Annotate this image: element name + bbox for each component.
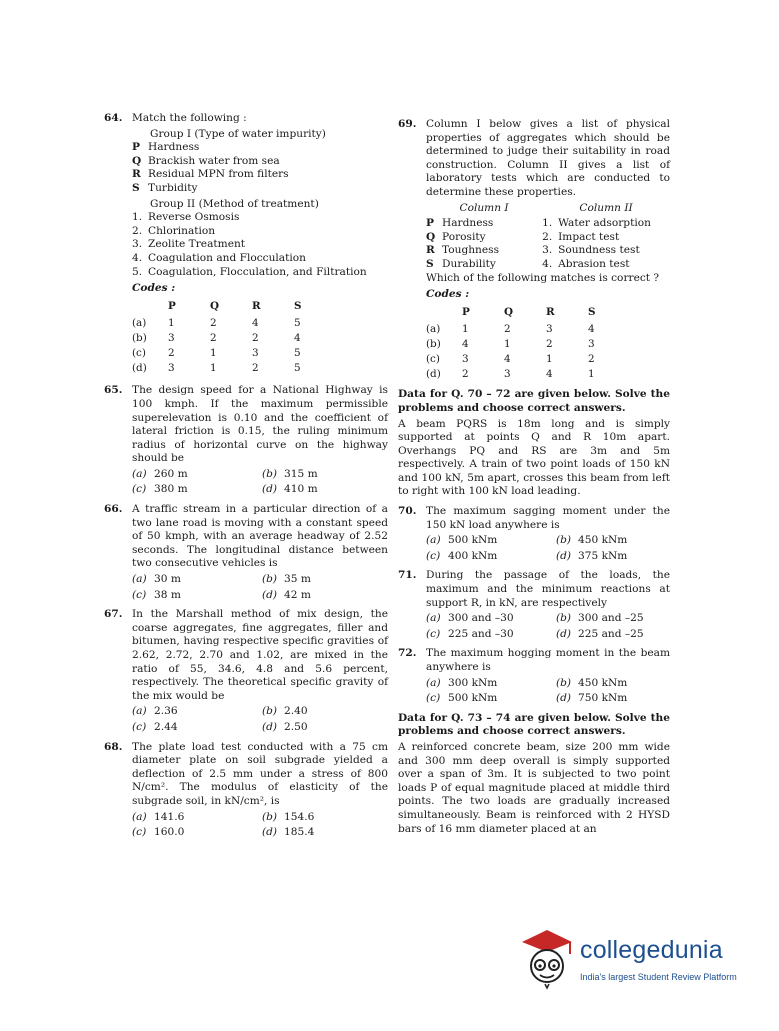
option: (c) 380 m	[132, 483, 188, 496]
option: (c) 225 and –30	[426, 627, 514, 640]
table-row: (a) 1 2 3 4	[426, 323, 595, 336]
list-item: 1. Reverse Osmosis	[132, 211, 240, 224]
option: (d) 42 m	[262, 588, 311, 601]
question-number: 69.	[398, 118, 417, 130]
question-stem: The maximum hogging moment in the beam anywhere is	[426, 647, 670, 673]
option: (c) 500 kNm	[426, 692, 498, 705]
list-item: R Residual MPN from filters	[132, 168, 289, 181]
option: (a) 500 kNm	[426, 534, 498, 547]
option: (b) 450 kNm	[556, 676, 628, 689]
table-row: (d) 2 3 4 1	[426, 368, 595, 381]
question-67	[104, 608, 388, 734]
list-item: 3. Soundness test	[542, 244, 640, 257]
option: (c) 2.44	[132, 720, 178, 733]
list-item: S Durability	[426, 257, 496, 270]
collegedunia-logo	[518, 928, 748, 998]
question-number: 68.	[104, 740, 123, 753]
options	[132, 573, 388, 602]
question-number: 70.	[398, 505, 417, 518]
list-item: 4. Abrasion test	[542, 257, 630, 270]
table-row: (b) 4 1 2 3	[426, 338, 595, 351]
question-71	[398, 569, 670, 641]
data-text: A beam PQRS is 18m long and is simply supported at points Q and R 10m apart. Overhangs PQ and RS are 3m and 5m respectively. A train of two point loads of 150 kN and 100 kN, 5m apart, crosses this beam from left to right with 100 kN load leading.	[398, 417, 670, 498]
option: (b) 2.40	[262, 705, 308, 718]
question-number: 66.	[104, 503, 123, 516]
option: (a) 2.36	[132, 705, 178, 718]
question-69	[398, 118, 670, 382]
option: (a) 30 m	[132, 573, 181, 586]
options	[132, 811, 388, 840]
group-2-title: Group II (Method of treatment)	[150, 197, 319, 210]
codes-table: P Q R S (a) 1 2 4 5 (b) 3 2 2 4 (c) 2 1 3 5 (d) 3 1 2 5	[132, 300, 336, 377]
question-72	[398, 647, 670, 705]
table-row: (a) 1 2 4 5	[132, 317, 301, 330]
group-1-title: Group I (Type of water impurity)	[150, 127, 326, 140]
option: (d) 375 kNm	[556, 549, 628, 562]
question-stem: In the Marshall method of mix design, the coarse aggregates, fine aggregates, filler and bitumen, having respective specific gravities of 2.62, 2.72, 2.70 and 1.02, are mixed in the ratio of 55, 34.6, 4.8 and 5.6 percent, respectively. The theoretical specific gravity of the mix would be	[132, 608, 388, 702]
options	[132, 705, 388, 734]
data-block-70-72	[398, 388, 670, 499]
codes-label: Codes :	[132, 282, 176, 295]
logo-wordmark: collegedunia	[580, 936, 723, 964]
option: (d) 410 m	[262, 483, 318, 496]
question-number: 72.	[398, 647, 417, 660]
column-1-title: Column I	[459, 201, 509, 214]
right-column	[398, 118, 670, 836]
list-item: P Hardness	[426, 217, 494, 230]
question-65	[104, 384, 388, 497]
list-item: 3. Zeolite Treatment	[132, 238, 246, 251]
options	[132, 468, 388, 497]
data-block-73-74	[398, 712, 670, 836]
option: (b) 154.6	[262, 810, 315, 823]
question-stem: Match the following :	[132, 112, 247, 124]
question-number: 67.	[104, 608, 123, 621]
list-item: 4. Coagulation and Flocculation	[132, 251, 306, 264]
option: (d) 185.4	[262, 826, 315, 839]
list-item: P Hardness	[132, 141, 200, 154]
question-64	[104, 112, 388, 376]
option: (a) 141.6	[132, 810, 185, 823]
option: (a) 260 m	[132, 467, 188, 480]
option: (b) 315 m	[262, 467, 318, 480]
codes-label: Codes :	[426, 288, 470, 301]
group-1-list	[132, 141, 388, 195]
student-mascot-icon	[518, 928, 576, 990]
list-item: 1. Water adsorption	[542, 217, 651, 230]
option: (a) 300 kNm	[426, 676, 498, 689]
list-item: 5. Coagulation, Flocculation, and Filtration	[132, 265, 367, 278]
table-row: (d) 3 1 2 5	[132, 362, 301, 375]
question-number: 71.	[398, 569, 417, 582]
option: (c) 160.0	[132, 826, 185, 839]
option: (d) 2.50	[262, 720, 308, 733]
data-heading: Data for Q. 73 – 74 are given below. Solve the problems and choose correct answers.	[398, 711, 670, 738]
group-2	[132, 198, 388, 212]
question-prompt: Which of the following matches is correct ?	[426, 271, 660, 284]
option: (b) 35 m	[262, 573, 311, 586]
group-1	[132, 128, 388, 142]
question-stem: A traffic stream in a particular direction of a two lane road is moving with a constant speed of 50 kmph, with an average headway of 2.52 seconds. The longitudinal distance between two consecutive vehicles is	[132, 503, 388, 570]
option: (c) 400 kNm	[426, 549, 498, 562]
list-item: 2. Chlorination	[132, 224, 216, 237]
question-stem: The plate load test conducted with a 75 cm diameter plate on soil subgrade yielded a deflection of 2.5 mm under a stress of 800 N/cm². The modulus of elasticity of the subgrade soil, in kN/cm², is	[132, 740, 388, 807]
table-row: (b) 3 2 2 4	[132, 332, 301, 345]
option: (b) 300 and –25	[556, 612, 644, 625]
question-70	[398, 505, 670, 563]
data-text: A reinforced concrete beam, size 200 mm wide and 300 mm deep overall is simply supported over a span of 3m. It is subjected to two point loads P of equal magnitude placed at middle third points. The two loads are gradually increased simultaneously. Beam is reinforced with 2 HYSD bars of 16 mm diameter placed at an	[398, 740, 670, 835]
list-item: Q Brackish water from sea	[132, 154, 280, 167]
option: (b) 450 kNm	[556, 534, 628, 547]
question-number: 64.	[104, 112, 123, 124]
options	[426, 612, 670, 641]
question-66	[104, 503, 388, 602]
list-item: S Turbidity	[132, 181, 198, 194]
question-stem: Column I below gives a list of physical properties of aggregates which should be determined to judge their suitability in road construction. Column II gives a list of laboratory tests which are conducted to determine these properties.	[426, 118, 670, 198]
option: (c) 38 m	[132, 588, 181, 601]
question-stem: The design speed for a National Highway is 100 kmph. If the maximum permissible superelevation is 0.10 and the coefficient of lateral friction is 0.15, the ruling minimum radius of horizontal curve on the highway should be	[132, 384, 388, 465]
table-row: (c) 3 4 1 2	[426, 353, 595, 366]
logo-tagline: India's largest Student Review Platform	[580, 972, 737, 982]
column-2-list	[542, 217, 670, 271]
question-stem: The maximum sagging moment under the 150 kN load anywhere is	[426, 505, 670, 531]
question-stem: During the passage of the loads, the maximum and the minimum reactions at support R, in kN, are respectively	[426, 569, 670, 609]
question-number: 65.	[104, 384, 123, 397]
column-1-list	[426, 217, 542, 271]
option: (d) 750 kNm	[556, 692, 628, 705]
options	[426, 534, 670, 563]
column-2-title: Column II	[579, 201, 633, 214]
list-item: Q Porosity	[426, 230, 486, 243]
list-item: R Toughness	[426, 244, 500, 257]
options	[426, 677, 670, 706]
question-68	[104, 741, 388, 840]
codes-table: P Q R S (a) 1 2 3 4 (b) 4 1 2 3 (c) 3 4 1 2 (d) 2 3 4 1	[426, 306, 630, 383]
group-2-list	[132, 211, 388, 279]
left-column	[104, 112, 388, 846]
columns-body	[426, 217, 670, 271]
list-item: 2. Impact test	[542, 230, 620, 243]
option: (d) 225 and –25	[556, 627, 644, 640]
columns-header	[426, 202, 670, 216]
table-row: (c) 2 1 3 5	[132, 347, 301, 360]
option: (a) 300 and –30	[426, 612, 514, 625]
data-heading: Data for Q. 70 – 72 are given below. Solve the problems and choose correct answers.	[398, 388, 670, 414]
